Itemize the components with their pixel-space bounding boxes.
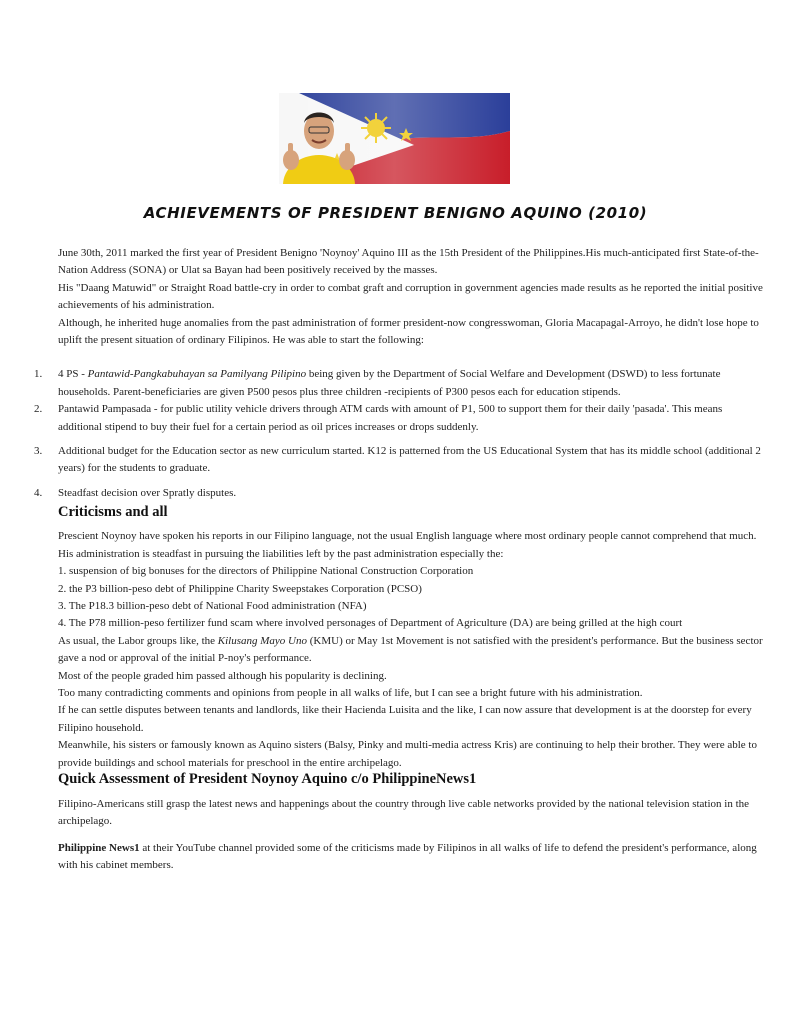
list-item: 3. Additional budget for the Education sector as new curriculum started. K12 is patterned from the US Educational System that has its middle school (additional 2 years) for the students to graduate. — [34, 445, 761, 475]
criticisms-paragraph: Prescient Noynoy have spoken his reports in our Filipino language, not the usual English language where most ordinary people cannot comprehend that much. — [58, 530, 757, 543]
criticism-item: 2. the P3 billion-peso debt of Philippine Charity Sweepstakes Corporation (PCSO) — [58, 582, 422, 595]
intro-paragraph: His "Daang Matuwid" or Straight Road battle-cry in order to combat graft and corruption in government agencies made results as he reported the initial positive achievements of his administration. — [58, 281, 763, 312]
intro-paragraph: June 30th, 2011 marked the first year of President Benigno 'Noynoy' Aquino III as the 15th President of the Philippines.His much-anticipated first State-of-the-Nation Address (SONA) or Ulat sa Bayan had been positively received by the masses. — [58, 247, 759, 277]
criticism-item: 4. The P78 million-peso fertilizer fund scam where involved personages of Department of Agriculture (DA) are being grilled at the high court — [58, 617, 683, 630]
criticisms-paragraph: As usual, the Labor groups like, the Kilusang Mayo Uno (KMU) or May 1st Movement is not satisfied with the president's performance. But the business sector gave a nod or approval of the initial P-noy's performance. — [58, 634, 763, 665]
president-flag-image — [279, 93, 510, 184]
criticism-item: 3. The P18.3 billion-peso debt of National Food administration (NFA) — [58, 599, 367, 612]
intro-paragraph: Although, he inherited huge anomalies from the past administration of former president-now congresswoman, Gloria Macapagal-Arroyo, he didn't lose hope to uplift the present situation of ordinary Filipinos. He was able to start the following: — [58, 316, 759, 347]
achievements-list — [34, 366, 768, 502]
criticisms-paragraph: His administration is steadfast in pursuing the liabilities left by the past administration especially the: — [58, 547, 504, 560]
criticism-item: 1. suspension of big bonuses for the directors of Philippine National Construction Corporation — [58, 565, 474, 578]
assessment-paragraph: Filipino-Americans still grasp the latest news and happenings about the country through live cable networks provided by the national television station in the archipelago. — [58, 797, 750, 828]
criticisms-paragraph: Most of the people graded him passed although his popularity is declining. — [58, 669, 387, 682]
page-title: ACHIEVEMENTS OF PRESIDENT BENIGNO AQUINO (2010) — [143, 204, 648, 222]
hero-image — [279, 93, 510, 184]
section-heading-assessment: Quick Assessment of President Noynoy Aquino c/o PhilippineNews1 — [58, 770, 477, 787]
list-item: 4. Steadfast decision over Spratly disputes. — [34, 486, 237, 499]
criticisms-paragraph: Meanwhile, his sisters or famously known as Aquino sisters (Balsy, Pinky and multi-media actress Kris) are continuing to help their brother. They were able to provide buildings and school materials for preschool in the entire archipelago. — [58, 739, 757, 769]
article-body — [34, 245, 768, 875]
list-item: 1. 4 PS - Pantawid-Pangkabuhayan sa Pamilyang Pilipino being given by the Department of Social Welfare and Development (DSWD) to less fortunate households. Parent-beneficiaries are given P500 pesos plus three children -recipients of P300 pesos each for education stipends. — [34, 368, 721, 398]
section-heading-criticisms: Criticisms and all — [58, 504, 168, 521]
assessment-paragraph: Philippine News1 at their YouTube channel provided some of the criticisms made by Filipinos in all walks of life to defend the president's performance, along with his cabinet members. — [58, 841, 757, 872]
criticisms-paragraph: If he can settle disputes between tenants and landlords, like their Hacienda Luisita and the like, I can now assure that development is at the doorstep for every Filipino household. — [58, 704, 752, 734]
list-item: 2. Pantawid Pampasada - for public utility vehicle drivers through ATM cards with amount of P1, 500 to support them for their daily 'pasada'. This means additional stipend to buy their fuel for a certain period as oil prices increases or drops suddenly. — [34, 403, 723, 433]
criticisms-paragraph: Too many contradicting comments and opinions from people in all walks of life, but I can see a bright future with his administration. — [58, 686, 643, 699]
